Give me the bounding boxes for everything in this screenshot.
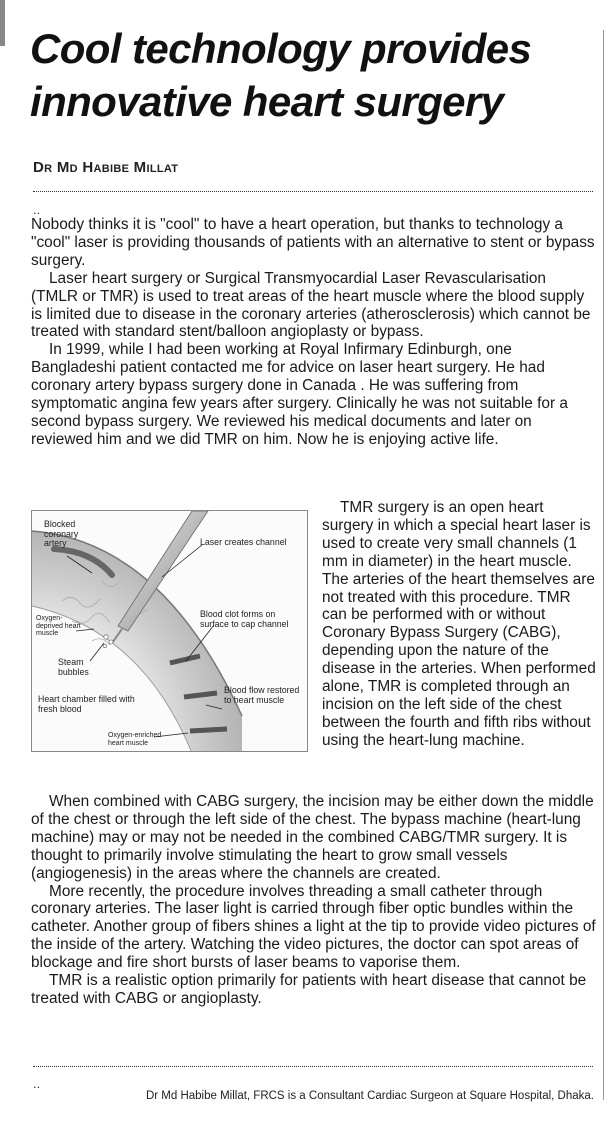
paragraph-closing-3: TMR is a realistic option primarily for patients with heart disease that cannot be treated with CABG or angioplasty. <box>31 972 587 1007</box>
dotted-separator-top <box>33 191 593 192</box>
article-intro <box>31 216 596 449</box>
label-laser: Laser creates channel <box>200 537 287 547</box>
separator-dots-bottom: .. <box>33 1076 41 1091</box>
label-steam-bubbles: Steam bubbles <box>58 657 89 677</box>
page-edge-right <box>603 30 604 1100</box>
label-blocked-artery: Blocked coronary artery <box>44 519 79 548</box>
article-closing <box>31 793 596 1008</box>
paragraph-intro-1: Nobody thinks it is "cool" to have a heart operation, but thanks to technology a "cool" laser is providing thousands of patients with an alternative to stent or bypass surgery. <box>31 216 595 269</box>
author-byline: Dr Md Habibe Millat <box>33 159 179 176</box>
paragraph-closing-1: When combined with CABG surgery, the incision may be either down the middle of the chest or through the left side of the chest. The bypass machine (heart-lung machine) may or may not be needed in the combined CABG/TMR surgery. It is thought to primarily involve stimulating the heart to grow small vessels (angiogenesis) in the areas where the channels are created. <box>31 793 594 882</box>
tmr-diagram <box>31 510 308 752</box>
paragraph-intro-2: Laser heart surgery or Surgical Transmyocardial Laser Revascularisation (TMLR or TMR) is used to treat areas of the heart muscle where the blood supply is limited due to disease in the coronary arteries (atherosclerosis) which cannot be treated with standard stent/balloon angioplasty or bypass. <box>31 269 591 341</box>
label-blood-clot: Blood clot forms on surface to cap channel <box>200 609 289 629</box>
label-heart-chamber: Heart chamber filled with fresh blood <box>38 694 135 714</box>
page-edge-left <box>0 0 5 46</box>
article-title: Cool technology provides innovative heart surgery <box>30 25 532 125</box>
label-oxygen-deprived: Oxygen-deprived heart muscle <box>36 615 81 637</box>
paragraph-intro-3: In 1999, while I had been working at Royal Infirmary Edinburgh, one Bangladeshi patient contacted me for advice on laser heart surgery. He had coronary artery bypass surgery done in Canada . He was suffering from symptomatic angina few years after surgery. Clinically he was not suitable for a second bypass surgery. We reviewed his medical documents and later on reviewed him and we did TMR on him. Now he is enjoying active life. <box>31 341 568 448</box>
dotted-separator-bottom <box>33 1066 593 1067</box>
paragraph-column: TMR surgery is an open heart surgery in which a special heart laser is used to create very small channels (1 mm in diameter) in the heart muscle. The arteries of the heart themselves are not treated with this procedure. TMR can be performed with or without Coronary Bypass Surgery (CABG), depending upon the nature of the disease in the arteries. When performed alone, TMR is completed through an incision on the left side of the chest between the fourth and fifth ribs without using the heart-lung machine. <box>322 499 596 749</box>
separator-dots-top: .. <box>33 202 41 217</box>
paragraph-closing-2: More recently, the procedure involves threading a small catheter through coronary arteries. The laser light is carried through fiber optic bundles within the catheter. Another group of fibers shines a light at the tip to provide video pictures of the inside of the artery. Watching the video pictures, the doctor can spot areas of blockage and fire short bursts of laser beams to vaporise them. <box>31 882 596 972</box>
article-column <box>322 499 598 750</box>
channel-shape <box>190 729 227 731</box>
label-oxygen-enriched: Oxygen-enriched heart muscle <box>108 732 162 747</box>
author-footer: Dr Md Habibe Millat, FRCS is a Consultant Cardiac Surgeon at Square Hospital, Dhaka. <box>145 1090 594 1102</box>
label-blood-flow: Blood flow restored to heart muscle <box>224 685 300 705</box>
